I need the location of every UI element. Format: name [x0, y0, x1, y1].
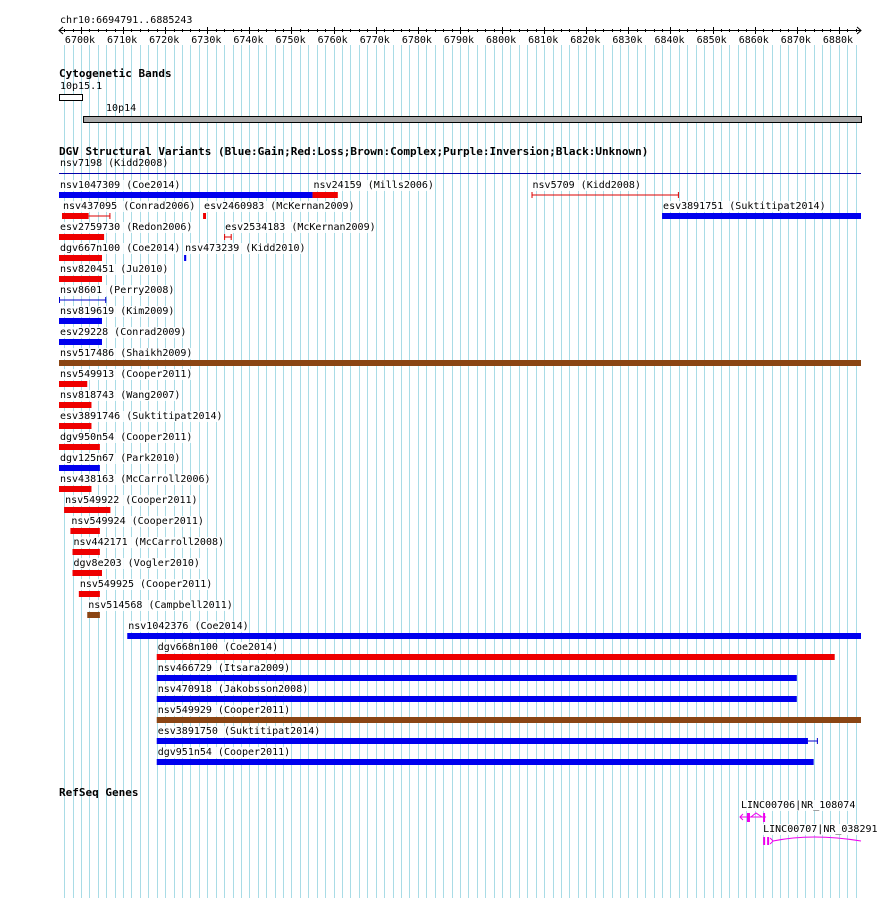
ruler-tick-label: 6780k — [401, 35, 432, 46]
dgv-feature-label[interactable]: nsv514568 (Campbell2011) — [88, 600, 233, 611]
cytoband-track-title: Cytogenetic Bands — [59, 67, 172, 80]
dgv-feature-label[interactable]: dgv951n54 (Cooper2011) — [157, 747, 291, 758]
dgv-feature-label[interactable]: nsv517486 (Shaikh2009) — [60, 348, 193, 359]
dgv-feature-label[interactable]: nsv818743 (Wang2007) — [60, 390, 181, 401]
dgv-feature-label[interactable]: nsv549913 (Cooper2011) — [60, 369, 193, 380]
dgv-feature-label[interactable]: esv3891746 (Suktitipat2014) — [60, 411, 223, 422]
ruler-tick-label: 6700k — [64, 35, 96, 46]
cytoband-label: 10p14 — [106, 103, 137, 114]
ruler-tick-label: 6810k — [528, 35, 559, 46]
ruler-tick-label: 6790k — [443, 35, 475, 46]
dgv-track-title: DGV Structural Variants (Blue:Gain;Red:Loss;Brown:Complex;Purple:Inversion;Black:Unknown) — [59, 145, 649, 158]
refseq-track-title: RefSeq Genes — [59, 786, 139, 799]
dgv-feature-label[interactable]: nsv1047309 (Coe2014) — [60, 180, 181, 191]
dgv-feature-label[interactable]: nsv1042376 (Coe2014) — [128, 621, 249, 632]
dgv-feature-label[interactable]: nsv437095 (Conrad2006) — [62, 201, 196, 212]
refseq-gene-label[interactable]: LINC00706|NR_108074 — [740, 800, 856, 811]
ruler-tick-label: 6840k — [654, 35, 685, 46]
dgv-top-label: nsv7198 (Kidd2008) — [60, 158, 169, 169]
dgv-feature-label[interactable]: esv3891750 (Suktitipat2014) — [157, 726, 321, 737]
dgv-feature-label[interactable]: esv2759730 (Redon2006) — [60, 222, 193, 233]
coordinates-label: chr10:6694791..6885243 — [60, 15, 193, 26]
ruler-tick-label: 6800k — [486, 35, 517, 46]
dgv-feature-label[interactable]: esv2534183 (McKernan2009) — [225, 222, 376, 233]
dgv-feature-label[interactable]: nsv466729 (Itsara2009) — [157, 663, 291, 674]
dgv-feature-label[interactable]: dgv125n67 (Park2010) — [60, 453, 181, 464]
dgv-feature-label[interactable]: nsv549925 (Cooper2011) — [79, 579, 213, 590]
ruler-tick-label: 6880k — [822, 35, 854, 46]
ruler-tick-label: 6820k — [570, 35, 601, 46]
ruler-tick-label: 6710k — [107, 35, 138, 46]
dgv-feature-label[interactable]: nsv549924 (Cooper2011) — [71, 516, 204, 527]
ruler-tick-label: 6720k — [149, 35, 180, 46]
cytoband-label: 10p15.1 — [60, 81, 103, 92]
dgv-feature-label[interactable]: dgv8e203 (Vogler2010) — [73, 558, 200, 569]
ruler-tick-label: 6750k — [275, 35, 306, 46]
dgv-feature-label[interactable]: esv3891751 (Suktitipat2014) — [663, 201, 826, 212]
ruler-tick-label: 6830k — [612, 35, 643, 46]
dgv-feature-label[interactable]: nsv438163 (McCarroll2006) — [60, 474, 211, 485]
dgv-feature-label[interactable]: nsv470918 (Jakobsson2008) — [157, 684, 309, 695]
ruler-tick-label: 6760k — [317, 35, 348, 46]
dgv-feature-label[interactable]: nsv24159 (Mills2006) — [313, 180, 434, 191]
dgv-feature-label[interactable]: nsv819619 (Kim2009) — [60, 306, 175, 317]
dgv-feature-label[interactable]: dgv668n100 (Coe2014) — [157, 642, 279, 653]
dgv-feature-label[interactable]: nsv820451 (Ju2010) — [60, 264, 169, 275]
ruler-tick-label: 6850k — [696, 35, 727, 46]
ruler-tick-label: 6860k — [738, 35, 769, 46]
ruler-tick-label: 6770k — [359, 35, 390, 46]
ruler-tick-label: 6740k — [233, 35, 264, 46]
dgv-feature-label[interactable]: esv2460983 (McKernan2009) — [204, 201, 355, 212]
dgv-feature-label[interactable]: esv29228 (Conrad2009) — [60, 327, 187, 338]
dgv-feature-label[interactable]: nsv442171 (McCarroll2008) — [73, 537, 225, 548]
dgv-feature-label[interactable]: dgv950n54 (Cooper2011) — [60, 432, 193, 443]
dgv-feature-label[interactable]: nsv8601 (Perry2008) — [60, 285, 175, 296]
refseq-gene-label[interactable]: LINC00707|NR_038291 — [763, 824, 878, 835]
dgv-feature-label[interactable]: nsv5709 (Kidd2008) — [532, 180, 641, 191]
dgv-feature-label[interactable]: dgv667n100 (Coe2014) — [60, 243, 181, 254]
dgv-feature-label[interactable]: nsv549922 (Cooper2011) — [65, 495, 198, 506]
dgv-feature-label[interactable]: nsv549929 (Cooper2011) — [157, 705, 291, 716]
ruler-tick-label: 6730k — [191, 35, 222, 46]
ruler-tick-label: 6870k — [780, 35, 811, 46]
dgv-feature-label[interactable]: nsv473239 (Kidd2010) — [185, 243, 306, 254]
